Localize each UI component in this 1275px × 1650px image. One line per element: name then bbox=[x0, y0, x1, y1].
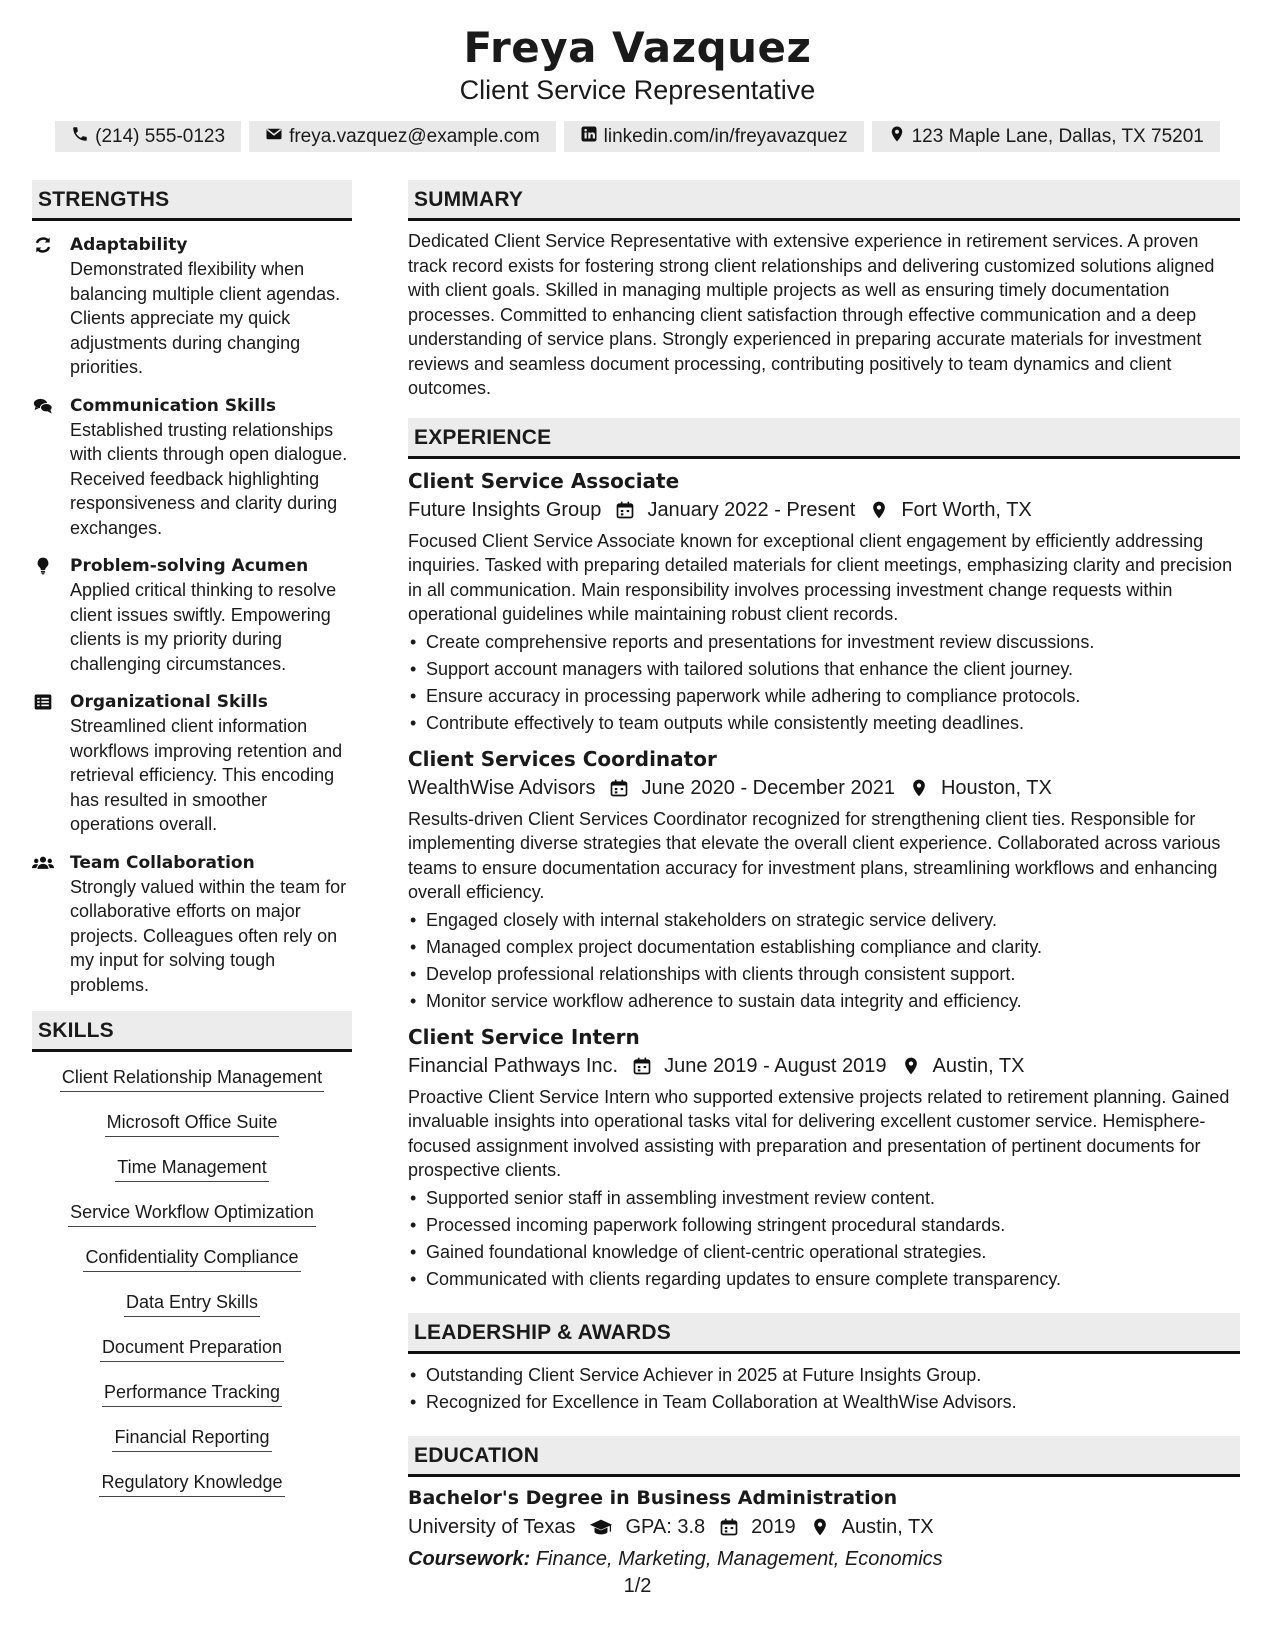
strength-desc: Applied critical thinking to resolve client issues swiftly. Empowering clients is my priority during challenging circumstances. bbox=[70, 580, 337, 674]
bullet-item: • Managed complex project documentation establishing compliance and clarity. bbox=[408, 934, 1240, 961]
map-pin-icon bbox=[909, 778, 929, 798]
gpa: GPA: 3.8 bbox=[625, 1515, 706, 1538]
job-title: Client Service Intern bbox=[408, 1024, 640, 1049]
strength-desc: Demonstrated flexibility when balancing multiple client agendas. Clients appreciate my quick adjustments during changing priorities. bbox=[70, 259, 341, 377]
job-meta bbox=[408, 774, 1240, 802]
strength-item bbox=[32, 851, 352, 998]
calendar-icon bbox=[609, 778, 629, 798]
strengths-heading: STRENGTHS bbox=[32, 180, 352, 221]
job-entry bbox=[408, 468, 1240, 737]
leadership-heading: LEADERSHIP & AWARDS bbox=[408, 1313, 1240, 1354]
skill-item: Time Management bbox=[115, 1156, 268, 1182]
list-alt-icon bbox=[32, 690, 70, 837]
job-bullets bbox=[408, 907, 1240, 1015]
job-meta bbox=[408, 496, 1240, 524]
job-description: Focused Client Service Associate known for exceptional client engagement by efficiently addressing inquiries. Tasked with preparing detailed materials for client meetings, emphasizing clarity and precision in all communication. Main responsibility involves processing investment change requests within operational guidelines while maintaining robust client records. bbox=[408, 530, 1233, 624]
refresh-icon bbox=[32, 233, 70, 380]
job-location: Austin, TX bbox=[932, 1054, 1025, 1077]
resume-header bbox=[0, 0, 1275, 152]
phone-text: (214) 555-0123 bbox=[95, 125, 226, 147]
bullet-item: • Gained foundational knowledge of client-centric operational strategies. bbox=[408, 1239, 1240, 1266]
summary-heading: SUMMARY bbox=[408, 180, 1240, 221]
lightbulb-icon bbox=[32, 554, 70, 676]
bullet-item: • Supported senior staff in assembling investment review content. bbox=[408, 1185, 1240, 1212]
phone-icon bbox=[71, 125, 89, 148]
company-name: Future Insights Group bbox=[408, 498, 602, 521]
candidate-title: Client Service Representative bbox=[459, 75, 816, 105]
company-name: WealthWise Advisors bbox=[408, 776, 596, 799]
skills-heading: SKILLS bbox=[32, 1011, 352, 1052]
contact-phone[interactable] bbox=[55, 121, 241, 152]
envelope-icon bbox=[265, 125, 283, 148]
job-title: Client Services Coordinator bbox=[408, 746, 717, 771]
page-number: 1/2 bbox=[623, 1575, 652, 1597]
school-name: University of Texas bbox=[408, 1515, 576, 1538]
skill-item: Client Relationship Management bbox=[60, 1066, 324, 1092]
bullet-item: • Processed incoming paperwork following stringent procedural standards. bbox=[408, 1212, 1240, 1239]
strength-title: Organizational Skills bbox=[70, 692, 268, 712]
skills-list bbox=[32, 1066, 352, 1516]
bullet-item: • Ensure accuracy in processing paperwork while adhering to compliance protocols. bbox=[408, 683, 1240, 710]
contact-linkedin[interactable] bbox=[564, 121, 864, 152]
bullet-item: • Develop professional relationships with clients through consistent support. bbox=[408, 961, 1240, 988]
contact-email[interactable] bbox=[249, 121, 556, 152]
job-meta bbox=[408, 1052, 1240, 1080]
skill-item: Microsoft Office Suite bbox=[105, 1111, 280, 1137]
job-dates: June 2019 - August 2019 bbox=[664, 1054, 887, 1077]
strengths-list bbox=[32, 233, 352, 997]
map-pin-icon bbox=[888, 125, 906, 148]
skill-item: Confidentiality Compliance bbox=[83, 1246, 300, 1272]
skill-item: Performance Tracking bbox=[102, 1381, 282, 1407]
left-column bbox=[32, 180, 352, 1516]
award-item: • Outstanding Client Service Achiever in 2025 at Future Insights Group. bbox=[408, 1362, 1240, 1389]
skill-item: Data Entry Skills bbox=[124, 1291, 260, 1317]
contact-address[interactable] bbox=[872, 121, 1220, 152]
job-entry bbox=[408, 746, 1240, 1015]
calendar-icon bbox=[719, 1517, 739, 1537]
job-entry bbox=[408, 1024, 1240, 1293]
education-meta bbox=[408, 1513, 1240, 1541]
strength-title: Team Collaboration bbox=[70, 852, 255, 873]
strength-item bbox=[32, 394, 352, 541]
job-bullets bbox=[408, 1185, 1240, 1293]
strength-desc: Established trusting relationships with clients through open dialogue. Received feedback highlighting responsiveness and clarity during exchanges. bbox=[70, 419, 348, 538]
bullet-item: • Communicated with clients regarding updates to ensure complete transparency. bbox=[408, 1266, 1240, 1293]
calendar-icon bbox=[615, 500, 635, 520]
comments-icon bbox=[32, 394, 70, 541]
award-item: • Recognized for Excellence in Team Collaboration at WealthWise Advisors. bbox=[408, 1389, 1240, 1416]
bullet-item: • Monitor service workflow adherence to sustain data integrity and efficiency. bbox=[408, 988, 1240, 1015]
strength-item bbox=[32, 690, 352, 837]
strength-item bbox=[32, 233, 352, 380]
strength-title: Problem-solving Acumen bbox=[70, 556, 309, 576]
address-text: 123 Maple Lane, Dallas, TX 75201 bbox=[911, 125, 1204, 147]
summary-text: Dedicated Client Service Representative with extensive experience in retirement services. A proven track record exists for fostering strong client relationships and delivering customized solutions aligned with client goals. Skilled in managing multiple projects as well as ensuring timely documentation processes. Committed to enhancing client satisfaction through effective communication and a deep understanding of service plans. Strongly experienced in preparing accurate materials for investment reviews and seamless document processing, contributing positively to team dynamics and client outcomes. bbox=[408, 231, 1215, 398]
job-location: Fort Worth, TX bbox=[901, 498, 1032, 521]
strength-title: Communication Skills bbox=[70, 395, 276, 416]
education-heading: EDUCATION bbox=[408, 1436, 1240, 1477]
users-icon bbox=[32, 851, 70, 998]
job-description: Results-driven Client Services Coordinator recognized for strengthening client ties. Responsible for implementing diverse strategies that elevate the overall client experience. Collaborated across various teams to ensure documentation accuracy for investment plans, streamlining workflows and enhancing overall efficiency. bbox=[408, 808, 1221, 902]
degree-title: Bachelor's Degree in Business Administration bbox=[408, 1486, 898, 1509]
strength-desc: Streamlined client information workflows improving retention and retrieval efficiency. This encoding has resulted in smoother operations overall. bbox=[70, 716, 343, 834]
map-pin-icon bbox=[810, 1517, 830, 1537]
strength-item bbox=[32, 554, 352, 676]
skill-item: Financial Reporting bbox=[112, 1426, 271, 1452]
strength-title: Adaptability bbox=[70, 235, 188, 255]
bullet-item: • Contribute effectively to team outputs while consistently meeting deadlines. bbox=[408, 710, 1240, 737]
graduation-cap-icon bbox=[589, 1517, 613, 1537]
job-dates: June 2020 - December 2021 bbox=[641, 776, 895, 799]
coursework bbox=[408, 1545, 1240, 1573]
leadership-list bbox=[408, 1362, 1240, 1416]
coursework-list: Finance, Marketing, Management, Economics bbox=[535, 1547, 943, 1570]
map-pin-icon bbox=[869, 500, 889, 520]
job-dates: January 2022 - Present bbox=[647, 498, 856, 521]
linkedin-text: linkedin.com/in/freyavazquez bbox=[603, 125, 848, 147]
calendar-icon bbox=[632, 1056, 652, 1076]
strength-desc: Strongly valued within the team for collaborative efforts on major projects. Colleagues often rely on my input for solving tough problems. bbox=[70, 876, 347, 995]
skill-item: Service Workflow Optimization bbox=[68, 1201, 316, 1227]
bullet-item: • Engaged closely with internal stakeholders on strategic service delivery. bbox=[408, 907, 1240, 934]
contact-bar bbox=[0, 121, 1275, 152]
candidate-name: Freya Vazquez bbox=[463, 23, 812, 72]
email-text: freya.vazquez@example.com bbox=[289, 125, 540, 147]
right-column bbox=[408, 180, 1240, 1573]
bullet-item: • Create comprehensive reports and presentations for investment review discussions. bbox=[408, 629, 1240, 656]
experience-heading: EXPERIENCE bbox=[408, 418, 1240, 459]
company-name: Financial Pathways Inc. bbox=[408, 1054, 619, 1077]
map-pin-icon bbox=[901, 1056, 921, 1076]
job-title: Client Service Associate bbox=[408, 468, 680, 493]
school-location: Austin, TX bbox=[841, 1515, 934, 1538]
coursework-label: Coursework: bbox=[408, 1547, 531, 1570]
skill-item: Regulatory Knowledge bbox=[99, 1471, 284, 1497]
graduation-year: 2019 bbox=[751, 1515, 796, 1538]
job-description: Proactive Client Service Intern who supported extensive projects related to retirement planning. Gained invaluable insights into operational tasks vital for delivering excellent customer service. Hemisphere-focused assignment involved assisting with preparation and presentation of pertinent documents for prospective clients. bbox=[408, 1086, 1230, 1180]
skill-item: Document Preparation bbox=[100, 1336, 284, 1362]
job-location: Houston, TX bbox=[940, 776, 1052, 799]
job-bullets bbox=[408, 629, 1240, 737]
bullet-item: • Support account managers with tailored solutions that enhance the client journey. bbox=[408, 656, 1240, 683]
linkedin-icon bbox=[580, 125, 598, 148]
